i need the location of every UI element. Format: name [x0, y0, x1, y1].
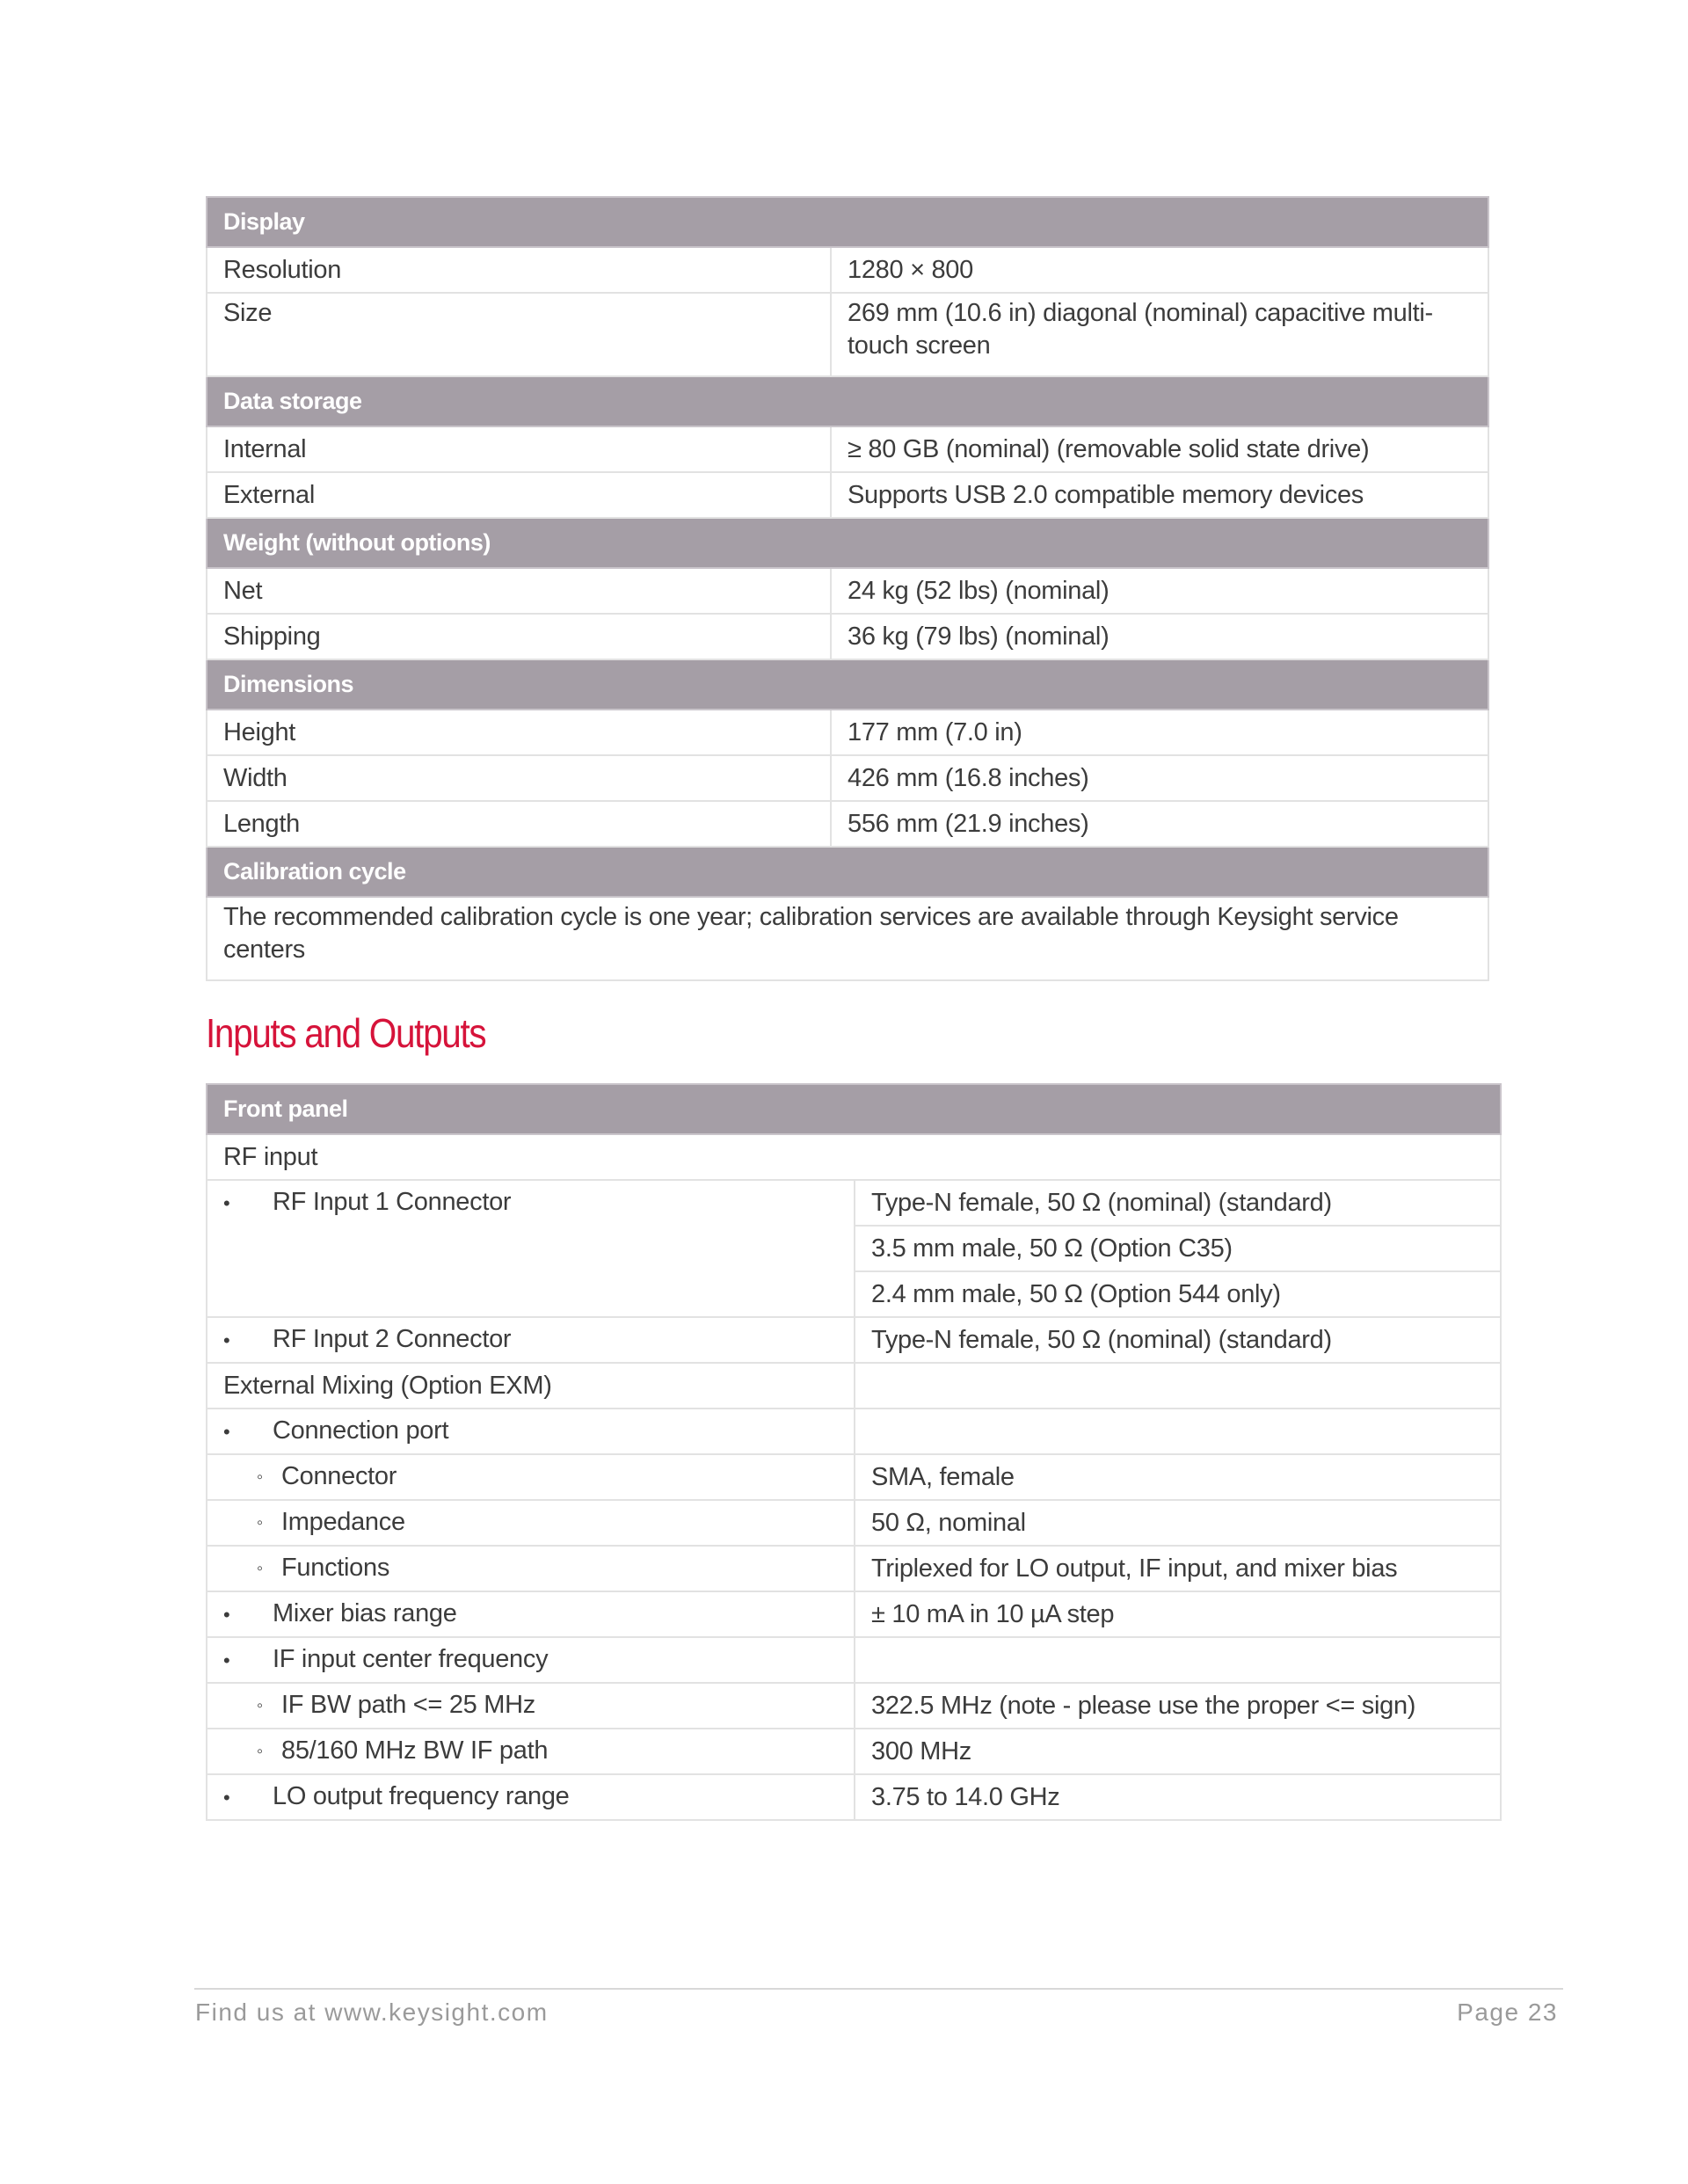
table-cell: • IF input center frequency: [207, 1637, 855, 1683]
table-cell: Type-N female, 50 Ω (nominal) (standard): [855, 1317, 1501, 1363]
table-cell: [855, 1409, 1501, 1454]
table-cell: 177 mm (7.0 in): [831, 710, 1488, 755]
table-cell: Type-N female, 50 Ω (nominal) (standard): [855, 1180, 1501, 1226]
table-cell: 3.75 to 14.0 GHz: [855, 1774, 1501, 1820]
table-cell: • RF Input 1 Connector: [207, 1180, 855, 1317]
table-row: [207, 1409, 1501, 1454]
section-header-front-panel: Front panel: [207, 1084, 1501, 1134]
table-cell: 556 mm (21.9 inches): [831, 801, 1488, 847]
table-row: [207, 1683, 1501, 1729]
sub-bullet-icon: ◦: [257, 1467, 263, 1487]
table-cell: ◦ Functions: [207, 1546, 855, 1591]
table-cell: 1280 × 800: [831, 247, 1488, 293]
table-cell: ± 10 mA in 10 µA step: [855, 1591, 1501, 1637]
table-cell: ◦ 85/160 MHz BW IF path: [207, 1729, 855, 1774]
table-cell: SMA, female: [855, 1454, 1501, 1500]
table-row: [207, 1317, 1501, 1363]
table-cell: ◦ Connector: [207, 1454, 855, 1500]
table-cell: Supports USB 2.0 compatible memory devices: [831, 472, 1488, 518]
table-row: [207, 426, 1488, 472]
bullet-icon: •: [223, 1420, 230, 1443]
bullet-icon: •: [223, 1603, 230, 1626]
table-cell: 24 kg (52 lbs) (nominal): [831, 568, 1488, 614]
table-cell: 36 kg (79 lbs) (nominal): [831, 614, 1488, 659]
sub-bullet-icon: ◦: [257, 1558, 263, 1578]
table-cell: 300 MHz: [855, 1729, 1501, 1774]
section-header-calibration: Calibration cycle: [207, 847, 1488, 897]
table-cell: Length: [207, 801, 831, 847]
table-row: [207, 568, 1488, 614]
page-number: Page 23: [1457, 1998, 1558, 2026]
table-row: [207, 472, 1488, 518]
table-cell: The recommended calibration cycle is one year; calibration services are available through Keysight service centers: [207, 897, 1488, 980]
table-row: [207, 1454, 1501, 1500]
table-row: [207, 710, 1488, 755]
front-panel-table: [206, 1083, 1502, 1821]
section-header-dimensions: Dimensions: [207, 659, 1488, 710]
table-row: [207, 614, 1488, 659]
table-cell: • RF Input 2 Connector: [207, 1317, 855, 1363]
general-specs-table: [206, 196, 1489, 981]
table-cell: 50 Ω, nominal: [855, 1500, 1501, 1546]
sub-bullet-icon: ◦: [257, 1512, 263, 1532]
table-cell: • Connection port: [207, 1409, 855, 1454]
table-cell: Internal: [207, 426, 831, 472]
table-row: [207, 1500, 1501, 1546]
table-cell: 3.5 mm male, 50 Ω (Option C35): [855, 1226, 1501, 1271]
table-cell: Triplexed for LO output, IF input, and mixer bias: [855, 1546, 1501, 1591]
bullet-icon: •: [223, 1329, 230, 1351]
table-cell: 426 mm (16.8 inches): [831, 755, 1488, 801]
table-cell: Width: [207, 755, 831, 801]
table-cell: ◦ IF BW path <= 25 MHz: [207, 1683, 855, 1729]
table-cell: ◦ Impedance: [207, 1500, 855, 1546]
table-cell: 2.4 mm male, 50 Ω (Option 544 only): [855, 1271, 1501, 1317]
table-cell: ≥ 80 GB (nominal) (removable solid state drive): [831, 426, 1488, 472]
table-row: [207, 1363, 1501, 1409]
table-row: [207, 1134, 1501, 1180]
table-cell: Resolution: [207, 247, 831, 293]
table-cell: Shipping: [207, 614, 831, 659]
table-row: [207, 1546, 1501, 1591]
sub-bullet-icon: ◦: [257, 1741, 263, 1761]
bullet-icon: •: [223, 1786, 230, 1809]
table-row: [207, 801, 1488, 847]
section-title: Inputs and Outputs: [206, 1010, 486, 1056]
table-cell: External Mixing (Option EXM): [207, 1363, 855, 1409]
section-header-data-storage: Data storage: [207, 376, 1488, 426]
table-cell: External: [207, 472, 831, 518]
footer-website[interactable]: Find us at www.keysight.com: [195, 1998, 549, 2026]
section-header-display: Display: [207, 197, 1488, 247]
bullet-icon: •: [223, 1191, 230, 1214]
footer-divider: [194, 1988, 1563, 1990]
table-cell: Net: [207, 568, 831, 614]
table-row: [207, 755, 1488, 801]
table-row: [207, 293, 1488, 376]
table-row: [207, 1591, 1501, 1637]
table-row: [207, 1774, 1501, 1820]
table-cell: Height: [207, 710, 831, 755]
bullet-icon: •: [223, 1649, 230, 1671]
table-cell: 322.5 MHz (note - please use the proper <= sign): [855, 1683, 1501, 1729]
table-cell: • LO output frequency range: [207, 1774, 855, 1820]
sub-bullet-icon: ◦: [257, 1695, 263, 1715]
table-cell: 269 mm (10.6 in) diagonal (nominal) capacitive multi-touch screen: [831, 293, 1488, 376]
table-cell: • Mixer bias range: [207, 1591, 855, 1637]
table-row: [207, 1637, 1501, 1683]
table-cell: [855, 1363, 1501, 1409]
table-row: [207, 1729, 1501, 1774]
table-row: [207, 1180, 1501, 1226]
section-header-weight: Weight (without options): [207, 518, 1488, 568]
table-cell: Size: [207, 293, 831, 376]
table-cell: RF input: [207, 1134, 1501, 1180]
table-row: [207, 247, 1488, 293]
table-row: [207, 897, 1488, 980]
table-cell: [855, 1637, 1501, 1683]
